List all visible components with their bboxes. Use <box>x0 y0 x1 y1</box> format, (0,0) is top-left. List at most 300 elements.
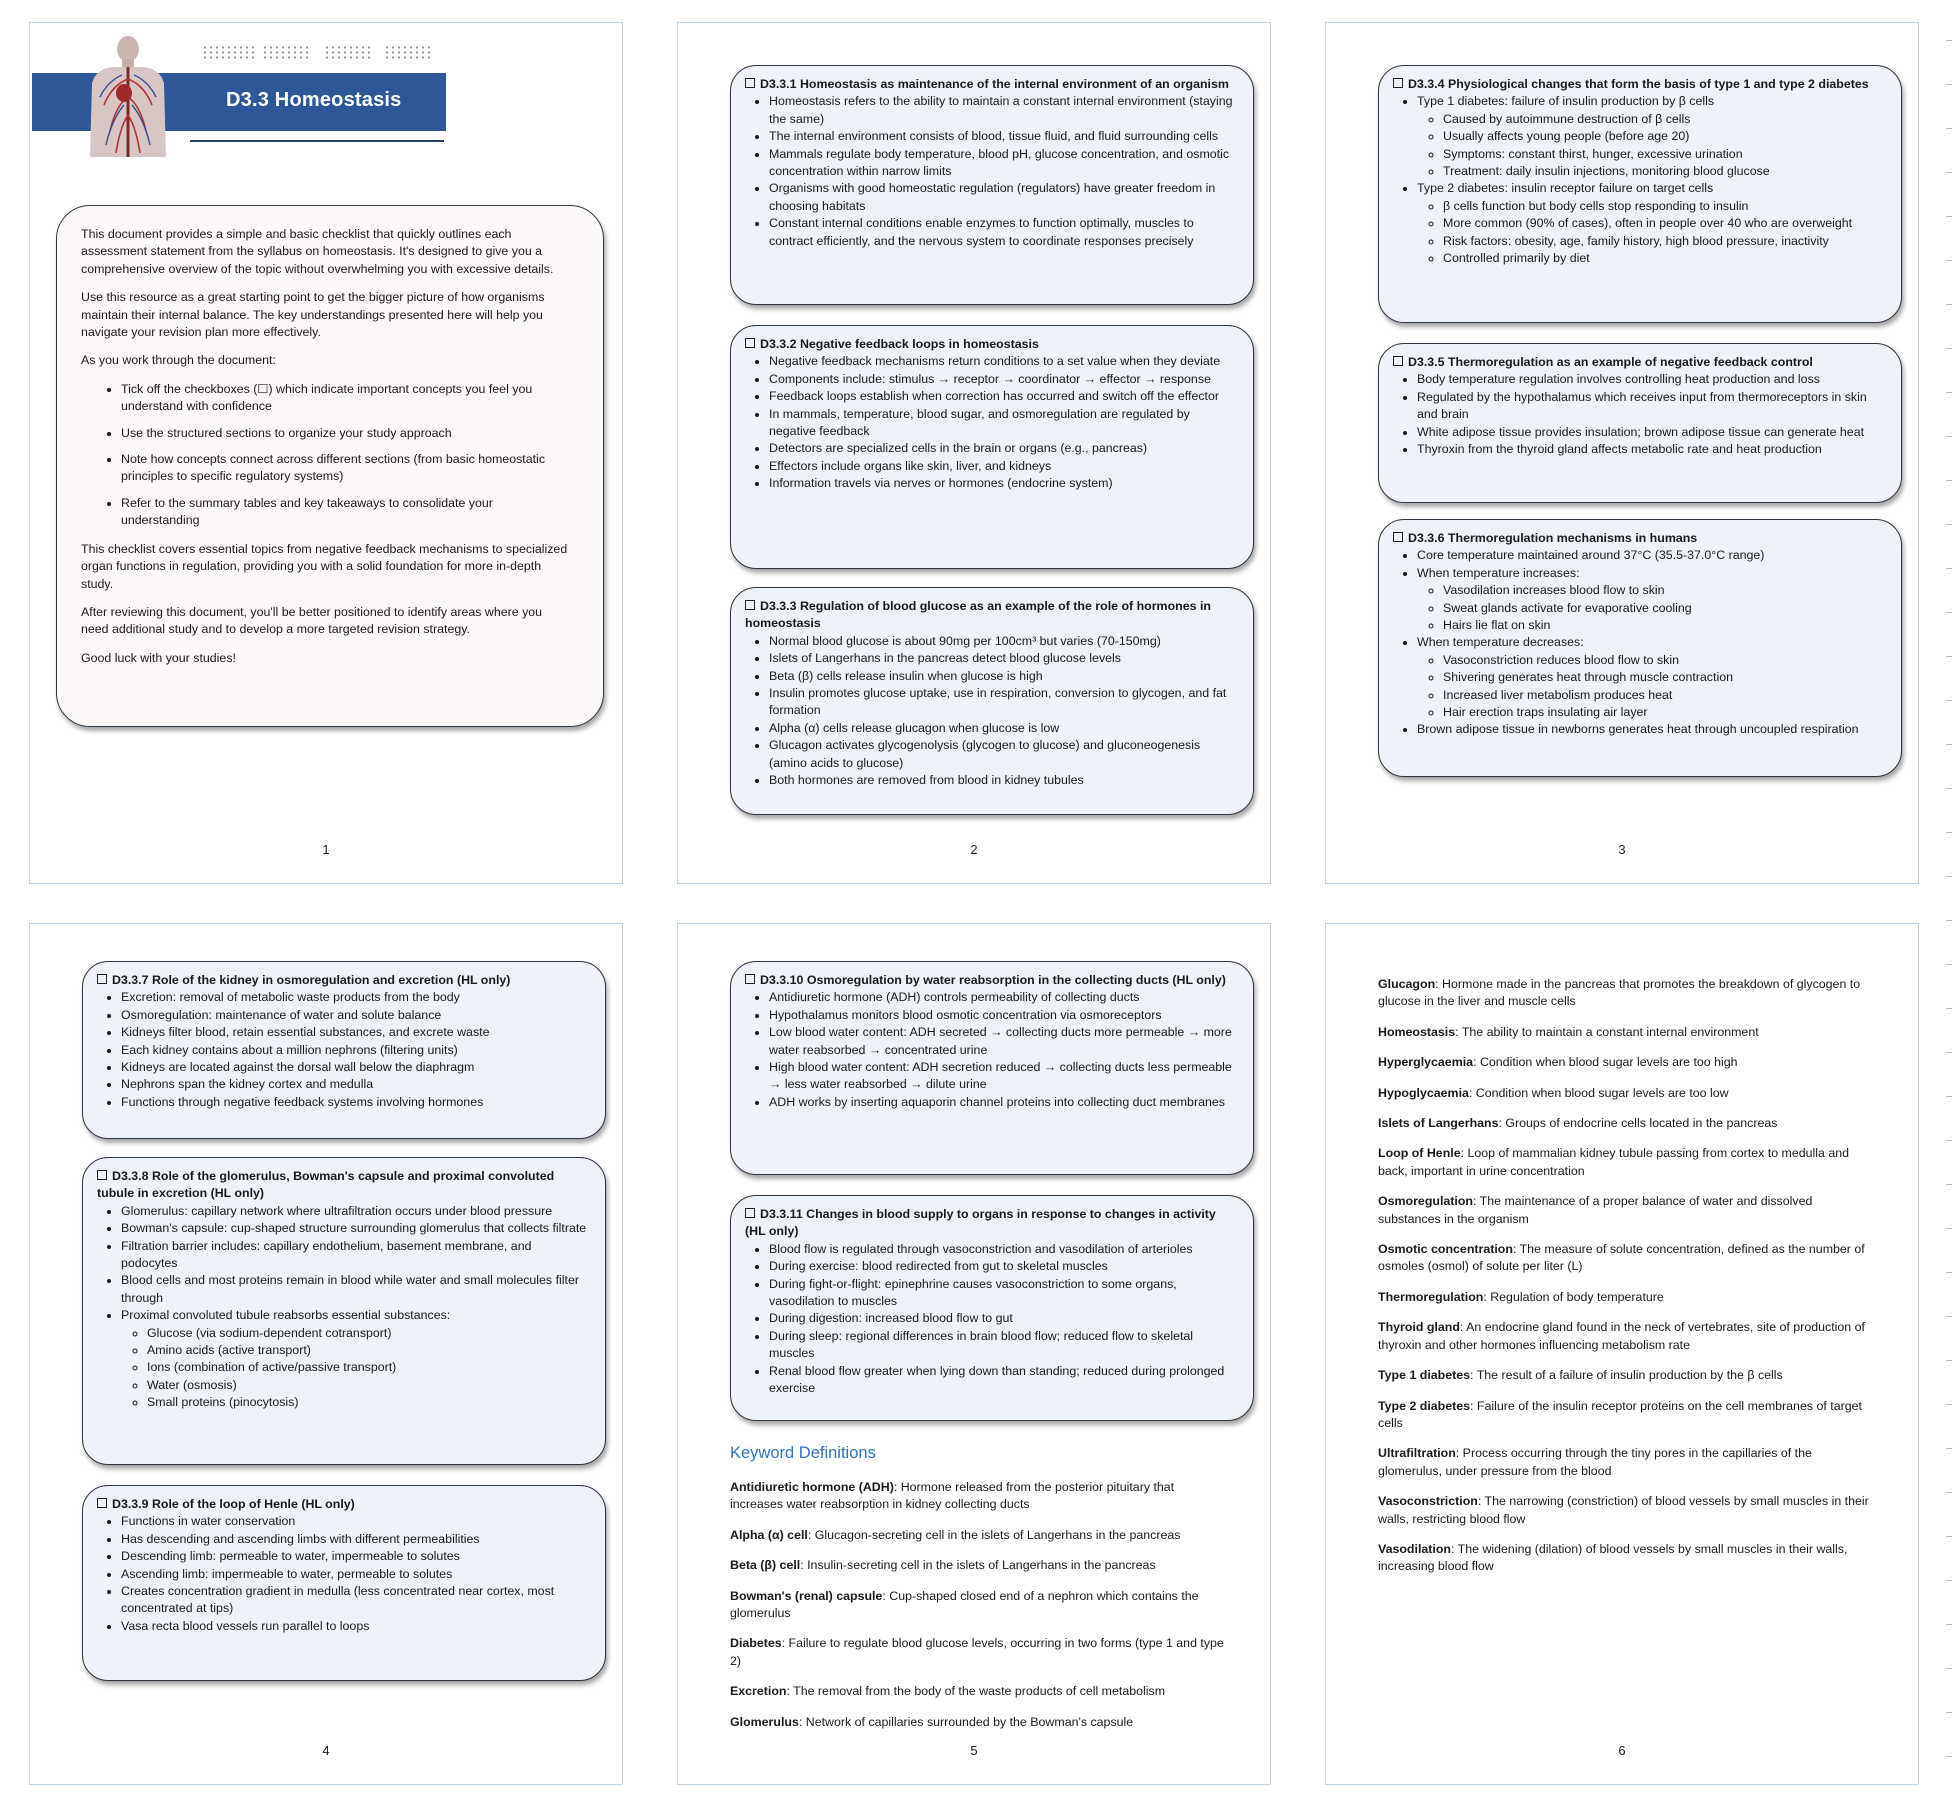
keyword-definition: : Loop of mammalian kidney tubule passing from cortex to medulla and back, important in urine concentration <box>1378 1146 1850 1178</box>
page-number: 5 <box>970 1743 978 1758</box>
bullet-text: Ascending limb: impermeable to water, permeable to solutes <box>121 1566 453 1581</box>
bullet-item <box>769 989 1239 1006</box>
page-number: 3 <box>1618 842 1626 857</box>
checklist-card <box>1378 343 1902 503</box>
page-edge-mark <box>1946 304 1952 305</box>
keyword-term: Osmoregulation <box>1378 1194 1474 1209</box>
keyword-item <box>1378 1085 1878 1102</box>
checklist-card <box>1378 519 1902 777</box>
keyword-list <box>730 1479 1230 1744</box>
bullet-list <box>1393 547 1887 738</box>
keyword-term: Thyroid gland <box>1378 1320 1460 1335</box>
page-edge-mark <box>1946 1756 1952 1757</box>
bullet-item <box>1417 634 1887 721</box>
bullet-text: Renal blood flow greater when lying down than standing; reduced during prolonged exercise <box>769 1363 1225 1396</box>
keyword-item <box>1378 1445 1878 1480</box>
keyword-definition: : The ability to maintain a constant internal environment <box>1455 1024 1759 1039</box>
bullet-item <box>121 1583 591 1618</box>
card-title-text: D3.3.1 Homeostasis as maintenance of the internal environment of an organism <box>760 77 1229 91</box>
page-edge-mark <box>1946 788 1952 789</box>
keyword-definition: : Condition when blood sugar levels are too high <box>1473 1055 1738 1070</box>
bullet-text: Kidneys filter blood, retain essential substances, and excrete waste <box>121 1025 490 1040</box>
keyword-item <box>730 1479 1230 1514</box>
bullet-text: High blood water content: ADH secretion reduced → collecting ducts less permeable → less water reabsorbed → dilute urine <box>769 1060 1232 1092</box>
page-edge-mark <box>1946 348 1952 349</box>
page-edge-mark <box>1946 1272 1952 1273</box>
keyword-item <box>730 1683 1230 1700</box>
bullet-list <box>745 1241 1239 1398</box>
bullet-text: Effectors include organs like skin, liver, and kidneys <box>769 458 1052 473</box>
keyword-term: Type 2 diabetes <box>1378 1398 1471 1413</box>
keyword-list <box>1378 976 1878 1589</box>
page-edge-mark <box>1946 1536 1952 1537</box>
keyword-item <box>1378 1398 1878 1433</box>
page-3 <box>1325 22 1919 884</box>
keyword-item <box>1378 1541 1878 1576</box>
checkbox-icon[interactable] <box>1393 532 1403 542</box>
bullet-item <box>1417 371 1887 388</box>
decorative-dots <box>202 45 256 61</box>
keyword-definition: : Hormone made in the pancreas that promotes the breakdown of glycogen to glucose in the liver and muscle cells <box>1378 977 1861 1009</box>
page-edge-mark <box>1946 700 1952 701</box>
bullet-item <box>769 720 1239 737</box>
bullet-text: The internal environment consists of blood, tissue fluid, and fluid surrounding cells <box>769 129 1219 144</box>
card-title <box>745 598 1239 633</box>
keyword-definition: : Process occurring through the tiny pores in the capillaries of the glomerulus, under pressure from the blood <box>1378 1446 1812 1478</box>
bullet-text: Homeostasis refers to the ability to maintain a constant internal environment (staying the same) <box>769 94 1233 126</box>
keyword-item <box>730 1557 1230 1574</box>
intro-paragraph: This checklist covers essential topics from negative feedback mechanisms to specialized organ functions in regulation, providing you with a solid foundation for more in-depth study. <box>81 541 568 591</box>
sub-bullet-item: ◦ Symptoms: constant thirst, hunger, excessive urination <box>1443 146 1887 163</box>
sub-bullet-list <box>1417 198 1887 268</box>
bullet-item <box>769 1276 1239 1311</box>
bullet-item <box>121 1566 591 1583</box>
bullet-list <box>745 93 1239 250</box>
sub-bullet-item: ◦ Ions (combination of active/passive transport) <box>147 1359 591 1376</box>
bullet-item <box>121 1042 591 1059</box>
page-edge-mark <box>1946 1580 1952 1581</box>
bullet-item <box>769 475 1239 492</box>
bullet-item <box>769 1363 1239 1398</box>
page-4 <box>29 923 623 1785</box>
bullet-text: Insulin promotes glucose uptake, use in respiration, conversion to glycogen, and fat formation <box>769 686 1227 718</box>
bullet-text: In mammals, temperature, blood sugar, and osmoregulation are regulated by negative feedback <box>769 406 1190 439</box>
bullet-item <box>121 1203 591 1220</box>
card-title <box>745 1206 1239 1241</box>
checkbox-icon[interactable] <box>745 974 755 984</box>
page-edge-mark <box>1946 480 1952 481</box>
card-title-text: D3.3.2 Negative feedback loops in homeostasis <box>760 337 1039 351</box>
page-edge-mark <box>1946 876 1952 877</box>
title-underline <box>190 140 444 142</box>
page-2 <box>677 22 1271 884</box>
keyword-definition: : Network of capillaries surrounded by the Bowman's capsule <box>798 1714 1134 1729</box>
page-1 <box>29 22 623 884</box>
intro-paragraph: As you work through the document: <box>81 353 276 368</box>
bullet-text: Components include: stimulus → receptor → coordinator → effector → response <box>769 371 1211 386</box>
intro-bullet: • Note how concepts connect across different sections (from basic homeostatic principles to specific regulatory systems) <box>121 451 569 486</box>
keyword-item <box>1378 1193 1878 1228</box>
bullet-item <box>769 1258 1239 1275</box>
bullet-list <box>745 989 1239 1111</box>
card-title <box>97 1168 591 1203</box>
bullet-item <box>121 1238 591 1273</box>
page-edge-mark <box>1946 1316 1952 1317</box>
keyword-term: Beta (β) cell <box>730 1558 801 1573</box>
page-edge-mark <box>1946 1712 1952 1713</box>
checklist-card <box>1378 65 1902 323</box>
card-title <box>745 336 1239 353</box>
bullet-text: Feedback loops establish when correction has occurred and switch off the effector <box>769 389 1219 404</box>
bullet-item <box>769 1024 1239 1059</box>
card-title-text: D3.3.9 Role of the loop of Henle (HL only) <box>112 1497 355 1511</box>
bullet-text: When temperature decreases: <box>1417 635 1584 650</box>
checklist-card <box>82 1485 606 1681</box>
page-edge-mark <box>1946 920 1952 921</box>
sub-bullet-list <box>1417 111 1887 181</box>
keyword-item <box>1378 1241 1878 1276</box>
card-title-text: D3.3.3 Regulation of blood glucose as an example of the role of hormones in homeostasis <box>745 599 1211 631</box>
keyword-definition: : An endocrine gland found in the neck of vertebrates, site of production of thyroxin and other hormones influencing metabolism rate <box>1378 1320 1865 1352</box>
sub-bullet-item: ◦ Glucose (via sodium-dependent cotransport) <box>147 1325 591 1342</box>
card-title <box>97 1496 591 1513</box>
bullet-list <box>97 989 591 1111</box>
bullet-text: Normal blood glucose is about 90mg per 100cm³ but varies (70-150mg) <box>769 633 1161 648</box>
bullet-text: During digestion: increased blood flow to gut <box>769 1311 1013 1326</box>
bullet-item <box>769 668 1239 685</box>
card-title <box>745 972 1239 989</box>
keyword-term: Bowman's (renal) capsule <box>730 1588 883 1603</box>
sub-bullet-item: ◦ β cells function but body cells stop responding to insulin <box>1443 198 1887 215</box>
keyword-item <box>730 1714 1230 1731</box>
bullet-item <box>769 772 1239 789</box>
bullet-item <box>769 1241 1239 1258</box>
bullet-item <box>121 1094 591 1111</box>
bullet-text: Kidneys are located against the dorsal wall below the diaphragm <box>121 1060 475 1075</box>
checkbox-icon[interactable] <box>1393 78 1403 88</box>
sub-bullet-item: ◦ More common (90% of cases), often in people over 40 who are overweight <box>1443 215 1887 232</box>
intro-bullet: • Tick off the checkboxes (☐) which indicate important concepts you feel you understand with confidence <box>121 381 569 416</box>
bullet-item <box>121 1024 591 1041</box>
sub-bullet-item: ◦ Small proteins (pinocytosis) <box>147 1394 591 1411</box>
sub-bullet-list <box>1417 652 1887 722</box>
page-edge-mark <box>1946 1360 1952 1361</box>
bullet-text: Low blood water content: ADH secreted → collecting ducts more permeable → more water reabsorbed → concentrated urine <box>769 1025 1232 1057</box>
bullet-list <box>745 633 1239 790</box>
bullet-text: Osmoregulation: maintenance of water and solute balance <box>121 1007 442 1022</box>
intro-paragraph: After reviewing this document, you'll be better positioned to identify areas where you need additional study and to develop a more targeted revision strategy. <box>81 604 543 637</box>
sub-bullet-item: ◦ Risk factors: obesity, age, family history, high blood pressure, inactivity <box>1443 233 1887 250</box>
document-title: D3.3 Homeostasis <box>226 89 402 111</box>
bullet-item <box>1417 547 1887 564</box>
page-edge-mark <box>1946 216 1952 217</box>
keyword-item <box>1378 1145 1878 1180</box>
sub-bullet-item: ◦ Sweat glands activate for evaporative cooling <box>1443 600 1887 617</box>
checklist-card <box>730 961 1254 1175</box>
bullet-item <box>769 406 1239 441</box>
bullet-text: Antidiuretic hormone (ADH) controls permeability of collecting ducts <box>769 990 1140 1005</box>
bullet-item <box>121 1513 591 1530</box>
bullet-text: Detectors are specialized cells in the brain or organs (e.g., pancreas) <box>769 441 1148 456</box>
card-title <box>1393 530 1887 547</box>
keyword-term: Loop of Henle <box>1378 1146 1461 1161</box>
bullet-text: Functions in water conservation <box>121 1514 296 1529</box>
intro-card <box>56 205 604 727</box>
keyword-term: Antidiuretic hormone (ADH) <box>730 1480 894 1494</box>
sub-bullet-item: ◦ Vasoconstriction reduces blood flow to skin <box>1443 652 1887 669</box>
page-edge-mark <box>1946 1668 1952 1669</box>
bullet-text: Nephrons span the kidney cortex and medulla <box>121 1077 374 1092</box>
page-edge-mark <box>1946 1052 1952 1053</box>
checkbox-icon[interactable] <box>1393 356 1403 366</box>
page-edge-mark <box>1946 568 1952 569</box>
bullet-text: Type 1 diabetes: failure of insulin production by β cells <box>1417 94 1715 109</box>
bullet-text: Glucagon activates glycogenolysis (glycogen to glucose) and gluconeogenesis (amino acids to glucose) <box>769 738 1201 770</box>
keyword-item <box>730 1635 1230 1670</box>
human-circulatory-figure-image <box>86 35 170 157</box>
bullet-item <box>769 146 1239 181</box>
page-number: 6 <box>1618 1743 1626 1758</box>
page-number: 4 <box>322 1743 330 1758</box>
keyword-term: Vasodilation <box>1378 1541 1451 1556</box>
page-edge-mark <box>1946 84 1952 85</box>
keyword-definition: : Cup-shaped closed end of a nephron which contains the glomerulus <box>730 1588 1199 1621</box>
keyword-definition: : The measure of solute concentration, defined as the number of osmoles (osmol) of solute per liter (L) <box>1378 1242 1865 1274</box>
keyword-term: Hyperglycaemia <box>1378 1055 1474 1070</box>
bullet-item <box>769 1310 1239 1327</box>
bullet-text: Filtration barrier includes: capillary endothelium, basement membrane, and podocytes <box>121 1238 532 1271</box>
bullet-item <box>769 650 1239 667</box>
bullet-text: Core temperature maintained around 37°C (35.5-37.0°C range) <box>1417 548 1765 563</box>
keyword-definition: : Groups of endocrine cells located in the pancreas <box>1498 1116 1778 1131</box>
sub-bullet-item: ◦ Hair erection traps insulating air layer <box>1443 704 1887 721</box>
bullet-item <box>769 388 1239 405</box>
keyword-term: Glomerulus <box>730 1714 799 1729</box>
bullet-text: Mammals regulate body temperature, blood pH, glucose concentration, and osmotic concentration within narrow limits <box>769 146 1230 179</box>
bullet-text: Vasa recta blood vessels run parallel to loops <box>121 1618 370 1633</box>
keyword-definition: : The widening (dilation) of blood vessels by small muscles in their walls, increasing blood flow <box>1378 1541 1848 1574</box>
bullet-item <box>769 1059 1239 1094</box>
keyword-definition: : The narrowing (constriction) of blood vessels by small muscles in their walls, restricting blood flow <box>1378 1494 1869 1526</box>
checkbox-icon[interactable] <box>745 1208 755 1218</box>
intro-bullet-list <box>81 381 569 530</box>
keyword-term: Diabetes <box>730 1636 782 1651</box>
keyword-definitions-heading: Keyword Definitions <box>730 1444 876 1462</box>
page-edge-mark <box>1946 832 1952 833</box>
card-title-text: D3.3.4 Physiological changes that form the basis of type 1 and type 2 diabetes <box>1408 77 1869 91</box>
bullet-item <box>769 180 1239 215</box>
bullet-item <box>121 1548 591 1565</box>
bullet-list <box>97 1513 591 1635</box>
keyword-item <box>1378 1493 1878 1528</box>
bullet-item <box>121 1076 591 1093</box>
bullet-text: During exercise: blood redirected from gut to skeletal muscles <box>769 1259 1108 1274</box>
bullet-item <box>769 458 1239 475</box>
bullet-text: Functions through negative feedback systems involving hormones <box>121 1094 484 1109</box>
bullet-text: Alpha (α) cells release glucagon when glucose is low <box>769 720 1060 735</box>
bullet-item <box>769 1094 1239 1111</box>
keyword-term: Islets of Langerhans <box>1378 1116 1499 1131</box>
bullet-text: Blood cells and most proteins remain in blood while water and small molecules filter through <box>121 1273 579 1305</box>
page-edge-mark <box>1946 392 1952 393</box>
bullet-item <box>121 1531 591 1548</box>
page-edge-mark <box>1946 612 1952 613</box>
bullet-text: Information travels via nerves or hormones (endocrine system) <box>769 476 1113 491</box>
bullet-text: ADH works by inserting aquaporin channel proteins into collecting duct membranes <box>769 1094 1225 1109</box>
bullet-text: Constant internal conditions enable enzymes to function optimally, muscles to contract efficiently, and the nervous system to coordinate responses precisely <box>769 216 1194 248</box>
keyword-item <box>1378 1367 1878 1384</box>
page-edge-mark <box>1946 436 1952 437</box>
sub-bullet-item: ◦ Hairs lie flat on skin <box>1443 617 1887 634</box>
page-5 <box>677 923 1271 1785</box>
bullet-text: Both hormones are removed from blood in kidney tubules <box>769 773 1084 788</box>
bullet-text: Excretion: removal of metabolic waste products from the body <box>121 990 460 1005</box>
bullet-item <box>1417 180 1887 267</box>
bullet-text: Brown adipose tissue in newborns generates heat through uncoupled respiration <box>1417 722 1859 737</box>
decorative-dots <box>324 45 372 61</box>
bullet-text: Blood flow is regulated through vasoconstriction and vasodilation of arterioles <box>769 1241 1193 1256</box>
keyword-definition: : Failure of the insulin receptor proteins on the cell membranes of target cells <box>1378 1398 1862 1430</box>
bullet-text: When temperature increases: <box>1417 565 1580 580</box>
keyword-term: Hypoglycaemia <box>1378 1085 1469 1100</box>
keyword-item <box>730 1527 1230 1544</box>
intro-paragraph: Use this resource as a great starting point to get the bigger picture of how organisms maintain their internal balance. The key understandings presented here will help you navigate your revision plan more effectively. <box>81 290 545 340</box>
checklist-card <box>82 1157 606 1465</box>
keyword-item <box>1378 976 1878 1011</box>
sub-bullet-list <box>121 1325 591 1412</box>
card-title-text: D3.3.7 Role of the kidney in osmoregulation and excretion (HL only) <box>112 973 511 987</box>
bullet-text: Beta (β) cells release insulin when glucose is high <box>769 668 1043 683</box>
page-edge-mark <box>1946 1228 1952 1229</box>
page-edge-mark <box>1946 1448 1952 1449</box>
card-title <box>1393 76 1887 93</box>
intro-paragraph: Good luck with your studies! <box>81 650 236 665</box>
keyword-term: Type 1 diabetes <box>1378 1368 1471 1383</box>
bullet-text: Regulated by the hypothalamus which receives input from thermoreceptors in skin and brain <box>1417 389 1867 422</box>
checkbox-icon[interactable] <box>97 1170 107 1180</box>
checkbox-icon[interactable] <box>97 1498 107 1508</box>
checkbox-icon[interactable] <box>97 974 107 984</box>
page-edge-mark <box>1946 260 1952 261</box>
bullet-text: Proximal convoluted tubule reabsorbs essential substances: <box>121 1308 451 1323</box>
card-title-text: D3.3.11 Changes in blood supply to organs in response to changes in activity (HL only) <box>745 1207 1216 1239</box>
bullet-item <box>769 1328 1239 1363</box>
checkbox-icon[interactable] <box>745 78 755 88</box>
keyword-term: Ultrafiltration <box>1378 1446 1456 1461</box>
intro-bullet: • Use the structured sections to organize your study approach <box>121 425 569 442</box>
page-edge-mark <box>1946 1008 1952 1009</box>
bullet-text: Islets of Langerhans in the pancreas detect blood glucose levels <box>769 651 1121 666</box>
keyword-definition: : Glucagon-secreting cell in the islets of Langerhans in the pancreas <box>807 1527 1181 1542</box>
sub-bullet-item: ◦ Water (osmosis) <box>147 1377 591 1394</box>
bullet-item <box>121 1007 591 1024</box>
bullet-item <box>1417 441 1887 458</box>
checklist-card <box>730 65 1254 305</box>
keyword-item <box>1378 1024 1878 1041</box>
keyword-definition: : The removal from the body of the waste products of cell metabolism <box>786 1684 1166 1699</box>
bullet-text: Negative feedback mechanisms return conditions to a set value when they deviate <box>769 354 1221 369</box>
page-edge-mark <box>1946 1184 1952 1185</box>
keyword-term: Alpha (α) cell <box>730 1527 808 1542</box>
bullet-text: Creates concentration gradient in medulla (less concentrated near cortex, most concentrated at tips) <box>121 1584 555 1616</box>
bullet-item <box>769 440 1239 457</box>
bullet-item <box>1417 93 1887 180</box>
bullet-item <box>1417 565 1887 635</box>
keyword-definition: : Insulin-secreting cell in the islets of Langerhans in the pancreas <box>800 1558 1156 1573</box>
keyword-term: Thermoregulation <box>1378 1289 1484 1304</box>
page-edge-mark <box>1946 1624 1952 1625</box>
bullet-text: Type 2 diabetes: insulin receptor failure on target cells <box>1417 181 1714 196</box>
sub-bullet-item: ◦ Increased liver metabolism produces heat <box>1443 687 1887 704</box>
checkbox-icon[interactable] <box>745 600 755 610</box>
page-edge-mark <box>1946 1404 1952 1405</box>
page-edge-mark <box>1946 524 1952 525</box>
page-edge-mark <box>1946 1096 1952 1097</box>
sub-bullet-item: ◦ Usually affects young people (before age 20) <box>1443 128 1887 145</box>
bullet-item <box>1417 721 1887 738</box>
bullet-item <box>769 128 1239 145</box>
keyword-term: Homeostasis <box>1378 1024 1456 1039</box>
bullet-item <box>769 1007 1239 1024</box>
checklist-card <box>82 961 606 1139</box>
keyword-definition: : The result of a failure of insulin production by the β cells <box>1470 1368 1783 1383</box>
card-title-text: D3.3.5 Thermoregulation as an example of negative feedback control <box>1408 355 1813 369</box>
keyword-definition: : Regulation of body temperature <box>1483 1289 1664 1304</box>
sub-bullet-list <box>1417 582 1887 634</box>
keyword-term: Excretion <box>730 1684 787 1699</box>
sub-bullet-item: ◦ Caused by autoimmune destruction of β cells <box>1443 111 1887 128</box>
bullet-item <box>121 989 591 1006</box>
keyword-item <box>1378 1054 1878 1071</box>
bullet-item <box>121 1272 591 1307</box>
page-6 <box>1325 923 1919 1785</box>
keyword-definition: : The maintenance of a proper balance of water and dissolved substances in the organism <box>1378 1194 1813 1226</box>
bullet-item <box>769 633 1239 650</box>
bullet-item <box>769 353 1239 370</box>
keyword-definition: : Failure to regulate blood glucose levels, occurring in two forms (type 1 and type 2) <box>730 1636 1224 1668</box>
bullet-text: Descending limb: permeable to water, impermeable to solutes <box>121 1549 460 1564</box>
bullet-text: Hypothalamus monitors blood osmotic concentration via osmoreceptors <box>769 1007 1162 1022</box>
keyword-definition: : Condition when blood sugar levels are too low <box>1468 1085 1729 1100</box>
page-number: 1 <box>322 842 330 857</box>
sub-bullet-item: ◦ Vasodilation increases blood flow to skin <box>1443 582 1887 599</box>
checklist-card <box>730 325 1254 569</box>
bullet-item <box>1417 424 1887 441</box>
bullet-text: Thyroxin from the thyroid gland affects metabolic rate and heat production <box>1417 442 1822 457</box>
bullet-item <box>121 1220 591 1237</box>
bullet-text: During sleep: regional differences in brain blood flow; reduced flow to skeletal muscles <box>769 1328 1194 1361</box>
bullet-list <box>745 353 1239 492</box>
card-title-text: D3.3.6 Thermoregulation mechanisms in humans <box>1408 531 1698 545</box>
card-title <box>1393 354 1887 371</box>
checklist-card <box>730 1195 1254 1421</box>
keyword-item <box>730 1588 1230 1623</box>
checkbox-icon[interactable] <box>745 338 755 348</box>
bullet-item <box>769 685 1239 720</box>
decorative-dots <box>262 45 310 61</box>
sub-bullet-item: ◦ Controlled primarily by diet <box>1443 250 1887 267</box>
bullet-item <box>769 93 1239 128</box>
bullet-text: Body temperature regulation involves controlling heat production and loss <box>1417 372 1820 387</box>
bullet-list <box>1393 93 1887 267</box>
page-edge-mark <box>1946 656 1952 657</box>
page-edge-mark <box>1946 964 1952 965</box>
bullet-text: White adipose tissue provides insulation; brown adipose tissue can generate heat <box>1417 424 1865 439</box>
keyword-definition: : Hormone released from the posterior pituitary that increases water reabsorption in kidney collecting ducts <box>730 1480 1175 1512</box>
sub-bullet-item: ◦ Shivering generates heat through muscle contraction <box>1443 669 1887 686</box>
page-edge-mark <box>1946 1492 1952 1493</box>
keyword-term: Glucagon <box>1378 977 1436 991</box>
